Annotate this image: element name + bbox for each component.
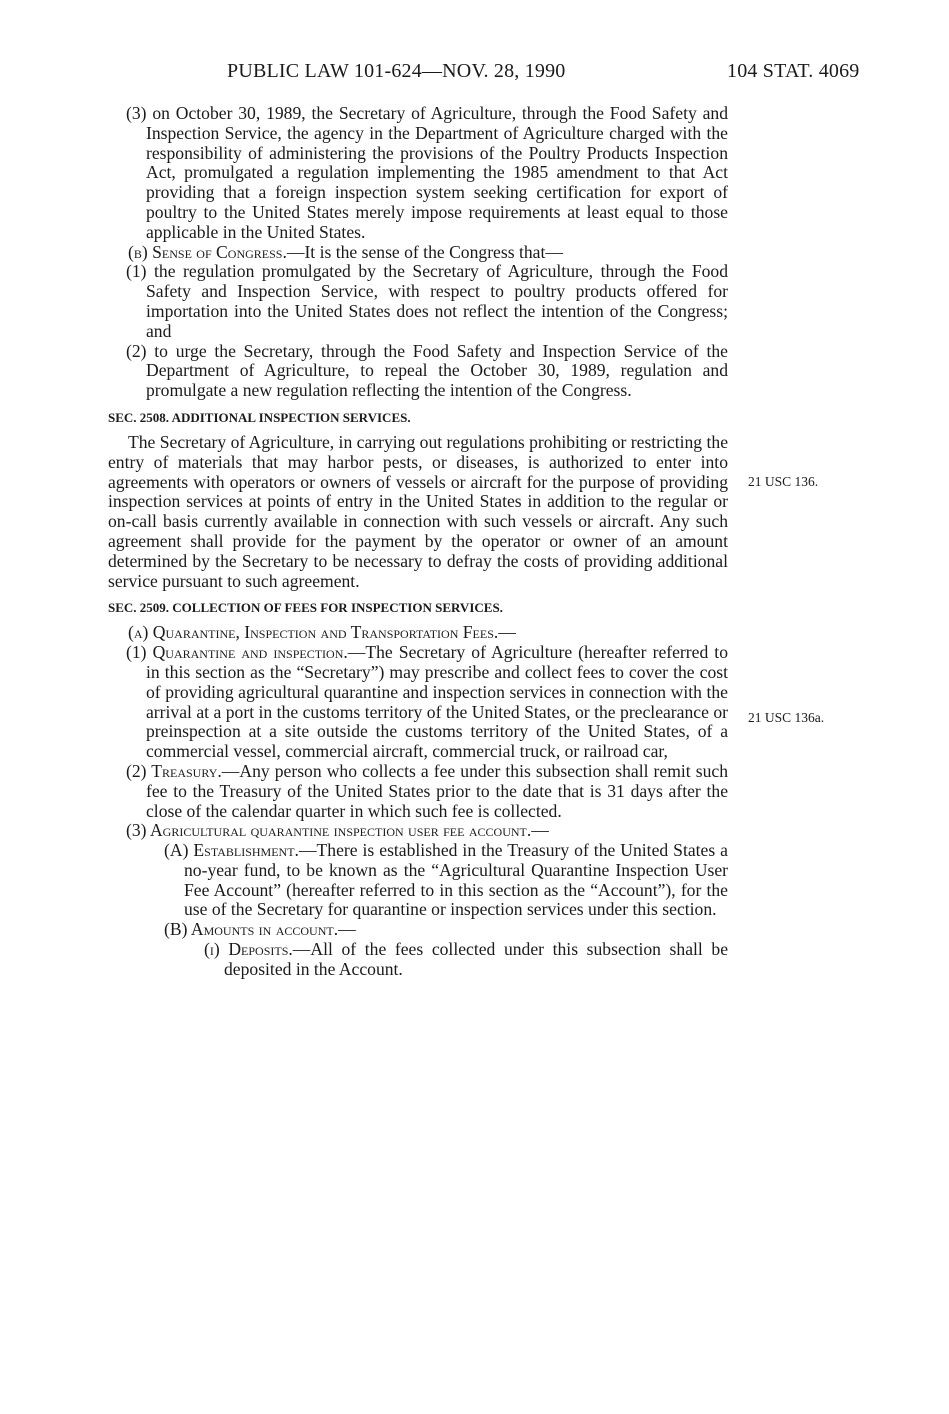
subparagraph-B [108,920,728,940]
paragraph-b1: (1) the regulation promulgated by the Secretary of Agriculture, through the Food Safety and Inspection Service, with respect to poultry products offered for importation into the United States does not reflect the intention of the Congress; and [126,261,728,341]
section-2508-heading: SEC. 2508. ADDITIONAL INSPECTION SERVICES. [108,409,411,425]
margin-note-136a: 21 USC 136a. [748,710,825,725]
paragraph-a2 [108,762,728,821]
clause-i [108,940,728,980]
body-text [108,104,728,980]
running-head-title: PUBLIC LAW 101-624—NOV. 28, 1990 [227,60,566,82]
clause-i-text: —All of the fees collected under this subsection shall be deposited in the Account. [224,939,729,979]
paragraph-a2-text: —Any person who collects a fee under this subsection shall remit such fee to the Treasury of the United States prior to the date that is 31 days after the close of the calendar quarter in which such fee is collected. [146,760,728,821]
section-2508-text: The Secretary of Agriculture, in carrying out regulations prohibiting or restricting the entry of materials that may harbor pests, or diseases, is authorized to enter into agreements with operators or owners of vessels or aircraft for the purpose of providing inspection services at points of entry in the United States in addition to the regular or on-call basis currently available in connection with such vessels or aircraft. Any such agreement shall provide for the payment by the operator or owner of an amount determined by the Secretary to be necessary to defray the costs of providing additional service pursuant to such agreement. [108,431,728,591]
subparagraph-A [108,841,728,920]
section-2509-heading: SEC. 2509. COLLECTION OF FEES FOR INSPECTION SERVICES. [108,600,503,616]
subsection-b-label: (b) Sense of Congress. [128,241,287,262]
paragraph-a2-label: (2) Treasury. [126,760,222,781]
paragraph-a3 [108,821,728,841]
subsection-a [108,623,728,643]
paragraph-a1-text: —The Secretary of Agriculture (hereafter referred to in this section as the “Secretary”) may prescribe and collect fees to cover the cost of providing agricultural quarantine and inspection services in connection with the arrival at a port in the customs territory of the United States, or the preclearance or preinspection at a site outside the customs territory of the United States, of a commercial vessel, commercial aircraft, commercial truck, or railroad car, [146,642,728,762]
subparagraph-A-label: (A) Establishment. [164,840,299,861]
paragraph-a1-label: (1) Quarantine and inspection. [126,642,348,663]
paragraph-b2: (2) to urge the Secretary, through the Food Safety and Inspection Service of the Department of Agriculture, to repeal the October 30, 1989, regulation and promulgate a new regulation reflecting the intention of the Congress. [126,340,728,401]
margin-note-136: 21 USC 136. [748,474,819,489]
paragraph-a3-label: (3) Agricultural quarantine inspection user fee account. [126,820,532,841]
subsection-a-dash: — [498,622,516,643]
subparagraph-A-text: —There is established in the Treasury of the United States a no-year fund, to be known as the “Agricultural Quarantine Inspection User Fee Account” (hereafter referred to in this section as the “Account”), for the use of the Secretary for quarantine or inspection services under this section. [184,840,728,920]
subsection-a-label: (a) Quarantine, Inspection and Transportation Fees. [128,622,499,643]
subparagraph-B-dash: — [338,919,356,940]
subparagraph-B-label: (B) Amounts in account. [164,919,339,940]
clause-i-label: (i) Deposits. [204,939,293,960]
paragraph-a3-finding: (3) on October 30, 1989, the Secretary of Agriculture, through the Food Safety and Inspection Service, the agency in the Department of Agriculture charged with the responsibility of administering the provisions of the Poultry Products Inspection Act, promulgated a regulation implementing the 1985 amendment to that Act providing that a foreign inspection system seeking certification for export of poultry to the United States merely impose requirements at least equal to those applicable in the United States. [126,103,728,242]
subsection-b-text: —It is the sense of the Congress that— [286,241,563,262]
page-number: 104 STAT. 4069 [727,60,860,82]
subsection-b [108,243,728,263]
paragraph-a1 [108,643,728,762]
paragraph-a3-dash: — [531,820,549,841]
